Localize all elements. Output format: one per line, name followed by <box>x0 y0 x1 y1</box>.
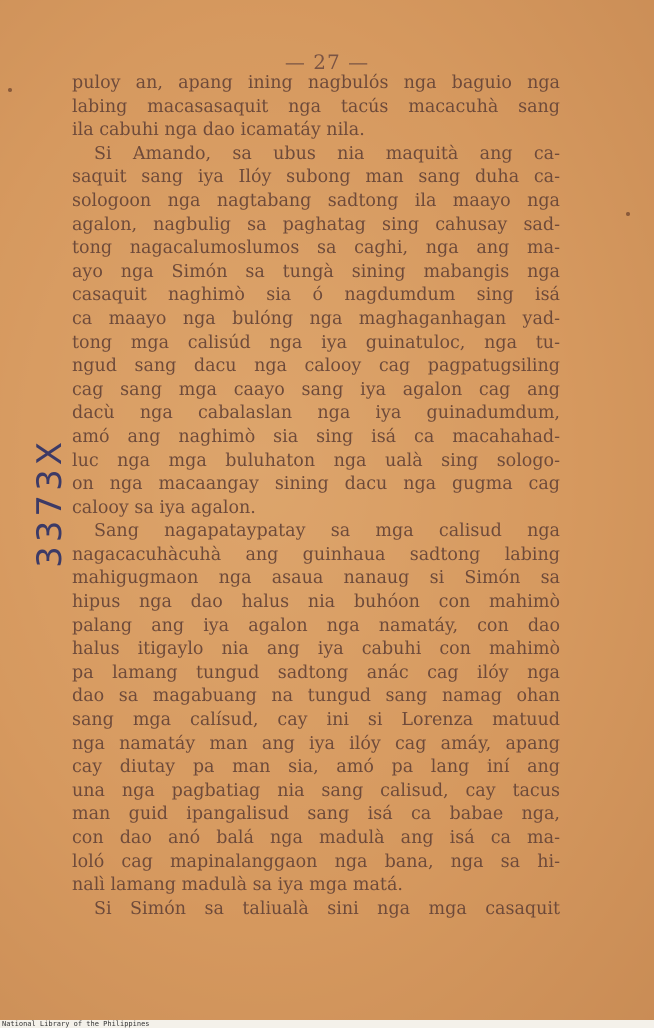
text-line: Si Amando, sa ubus nia maquità ang ca- <box>94 143 560 164</box>
handwritten-call-number <box>30 438 80 648</box>
page-number: — 27 — <box>284 50 370 74</box>
text-line: hipus nga dao halus nia buhóon con mahimò <box>72 592 560 613</box>
text-line: sang mga calísud, cay ini si Lorenza matuud <box>72 710 560 731</box>
text-line: tong nagacalumoslumos sa caghi, nga ang ma- <box>72 238 560 259</box>
text-line: ca maayo nga bulóng nga maghaganhagan yad- <box>72 308 560 329</box>
text-line: mahigugmaon nga asaua nanaug si Simón sa <box>72 568 560 589</box>
text-line: loló cag mapinalanggaon nga bana, nga sa hi- <box>72 851 560 872</box>
text-line: calooy sa iya agalon. <box>72 497 256 518</box>
body-text <box>72 72 560 921</box>
text-line: agalon, nagbulig sa paghatag sing cahusay sad- <box>72 214 560 235</box>
text-line: cag sang mga caayo sang iya agalon cag ang <box>72 379 560 400</box>
paper-speck <box>626 212 630 216</box>
text-line: cay diutay pa man sia, amó pa lang iní ang <box>72 757 560 778</box>
text-line: nalì lamang madulà sa iya mga matá. <box>72 875 403 896</box>
handwritten-call-number-text: 3373X <box>30 438 70 568</box>
text-line: casaquit naghimò sia ó nagdumdum sing isá <box>72 285 560 306</box>
text-line: Sang nagapataypatay sa mga calisud nga <box>94 521 560 542</box>
text-line: Si Simón sa taliualà sini nga mga casaquit <box>94 898 560 919</box>
text-line: luc nga mga buluhaton nga ualà sing sologo- <box>72 450 560 471</box>
text-line: puloy an, apang ining nagbulós nga baguio nga <box>72 73 560 93</box>
text-line: dacù nga cabalaslan nga iya guinadumdum, <box>72 403 560 424</box>
text-line: dao sa magabuang na tungud sang namag ohan <box>72 686 560 707</box>
text-line: saquit sang iya Ilóy subong man sang duha ca- <box>72 167 560 188</box>
text-line: labing macasasaquit nga tacús macacuhà sang <box>72 96 560 117</box>
text-line: una nga pagbatiag nia sang calisud, cay tacus <box>72 780 560 801</box>
footer-bar <box>0 1020 654 1028</box>
text-line: on nga macaangay sining dacu nga gugma cag <box>72 474 560 495</box>
text-line: man guid ipangalisud sang isá ca babae nga, <box>72 804 560 825</box>
paper-speck <box>8 88 12 92</box>
text-line: ayo nga Simón sa tungà sining mabangis nga <box>72 261 560 282</box>
text-line: halus itigaylo nia ang iya cabuhi con mahimò <box>72 639 560 660</box>
text-line: nga namatáy man ang iya ilóy cag amáy, apang <box>72 733 560 754</box>
text-line: pa lamang tungud sadtong anác cag ilóy nga <box>72 662 560 683</box>
text-line: ngud sang dacu nga calooy cag pagpatugsiling <box>72 356 560 377</box>
text-line: tong mga calisúd nga iya guinatuloc, nga tu- <box>72 332 560 353</box>
text-line: sologoon nga nagtabang sadtong ila maayo nga <box>72 190 560 211</box>
text-line: amó ang naghimò sia sing isá ca macahahad- <box>72 426 560 447</box>
text-line: con dao anó balá nga madulà ang isá ca ma- <box>72 828 560 848</box>
text-line: ila cabuhi nga dao icamatáy nila. <box>72 120 365 141</box>
text-line: nagacacuhàcuhà ang guinhaua sadtong labing <box>72 544 560 565</box>
text-line: palang ang iya agalon nga namatáy, con dao <box>72 615 560 636</box>
footer-credit: National Library of the Philippines <box>2 1020 150 1028</box>
